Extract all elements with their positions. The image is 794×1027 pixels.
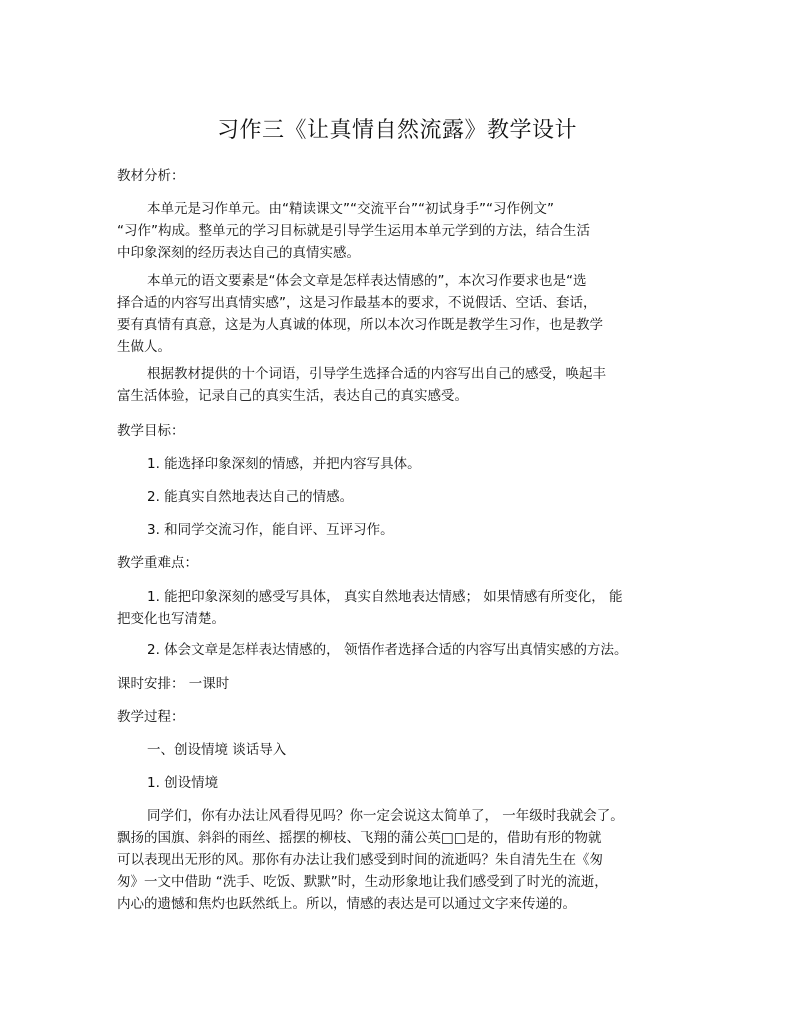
paragraph-line: 内心的遗憾和焦灼也跃然纸上。所以，情感的表达是可以通过文字来传递的。 — [117, 896, 576, 912]
paragraph-line: 中印象深刻的经历表达自己的真情实感。 — [117, 245, 360, 261]
paragraph-line: 根据教材提供的十个词语，引导学生选择合适的内容写出自己的感受，唤起丰 — [147, 366, 606, 382]
paragraph-line: 本单元是习作单元。由“精读课文”“交流平台”“初试身手”“习作例文” — [147, 201, 554, 217]
section-heading-teaching-process: 教学过程： — [117, 709, 185, 725]
section-heading-teaching-goals: 教学目标： — [117, 423, 185, 439]
list-item: 2. 体会文章是怎样表达情感的， 领悟作者选择合适的内容写出真情实感的方法。 — [147, 642, 628, 658]
paragraph-line: 飘扬的国旗、斜斜的雨丝、摇摆的柳枝、飞翔的蒲公英□□是的，借助有形的物就 — [117, 830, 602, 846]
paragraph-line: “习作”构成。整单元的学习目标就是引导学生运用本单元学到的方法，结合生活 — [117, 223, 590, 239]
paragraph-line: 把变化也写清楚。 — [117, 611, 225, 627]
subsection-heading: 1. 创设情境 — [147, 775, 219, 791]
paragraph-line: 富生活体验，记录自己的真实生活，表达自己的真实感受。 — [117, 388, 468, 404]
section-heading-textbook-analysis: 教材分析： — [117, 168, 185, 184]
paragraph-line: 同学们，你有办法让风看得见吗？你一定会说这太简单了， 一年级时我就会了。 — [147, 808, 624, 824]
paragraph-line: 匆》一文中借助 “洗手、吃饭、默默”时，生动形象地让我们感受到了时光的流逝， — [117, 874, 608, 890]
paragraph-line: 生做人。 — [117, 339, 171, 355]
list-item: 1. 能选择印象深刻的情感，并把内容写具体。 — [147, 456, 421, 472]
list-item: 1. 能把印象深刻的感受写具体， 真实自然地表达情感； 如果情感有所变化， 能 — [147, 589, 623, 605]
section-heading-key-points: 教学重难点： — [117, 555, 198, 571]
document-title: 习作三《让真情自然流露》教学设计 — [216, 118, 577, 143]
subsection-heading: 一、创设情境 谈话导入 — [147, 742, 287, 758]
paragraph-line: 要有真情有真意，这是为人真诚的体现，所以本次习作既是教学生习作，也是教学 — [117, 317, 603, 333]
section-heading-schedule: 课时安排： 一课时 — [117, 676, 230, 692]
paragraph-line: 可以表现出无形的风。那你有办法让我们感受到时间的流逝吗？朱自清先生在《匆 — [117, 852, 603, 868]
paragraph-line: 择合适的内容写出真情实感”，这是习作最基本的要求，不说假话、空话、套话， — [117, 295, 597, 311]
list-item: 2. 能真实自然地表达自己的情感。 — [147, 489, 354, 505]
list-item: 3. 和同学交流习作，能自评、互评习作。 — [147, 522, 394, 538]
paragraph-line: 本单元的语文要素是“体会文章是怎样表达情感的”，本次习作要求也是“选 — [147, 273, 587, 289]
